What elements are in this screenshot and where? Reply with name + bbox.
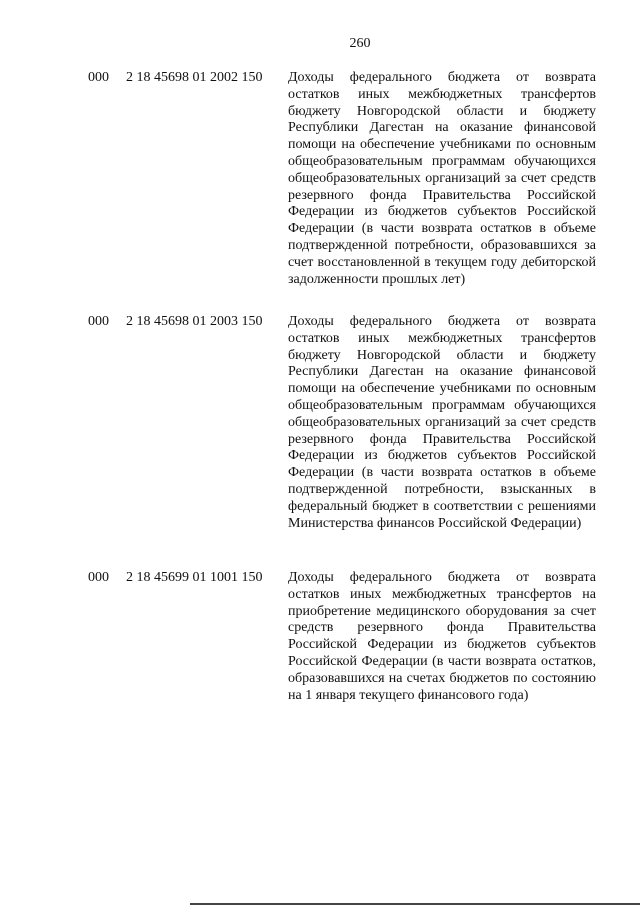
page-number: 260	[349, 36, 371, 51]
admin-code: 000	[88, 314, 109, 329]
revenue-description: Доходы федерального бюджета от возврата остатков иных межбюджетных трансфертов бюджету Новгородской области и бюджету Республики Дагестан на оказание финансовой помощи на обеспечение учебниками по основным общеобразовательным программам обучающихся общеобразовательных организаций за счет средств резервного фонда Правительства Российской Федерации из бюджетов субъектов Российской Федерации (в части возврата остатков в объеме подтвержденной потребности, взысканных в федеральный бюджет в соответствии с решениями Министерства финансов Российской Федерации)	[288, 314, 596, 531]
revenue-description: Доходы федерального бюджета от возврата остатков иных межбюджетных трансфертов бюджету Новгородской области и бюджету Республики Дагестан на оказание финансовой помощи на обеспечение учебниками по основным общеобразовательным программам обучающихся общеобразовательных организаций за счет средств резервного фонда Правительства Российской Федерации из бюджетов субъектов Российской Федерации (в части возврата остатков в объеме подтвержденной потребности, образовавшихся за счет восстановленной в текущем году дебиторской задолженности прошлых лет)	[288, 70, 596, 287]
budget-classification-code: 2 18 45698 01 2002 150	[126, 70, 263, 85]
revenue-description: Доходы федерального бюджета от возврата остатков иных межбюджетных трансфертов на приобретение медицинского оборудования за счет средств резервного фонда Правительства Российской Федерации из бюджетов субъектов Российской Федерации (в части возврата остатков, образовавшихся на счетах бюджетов по состоянию на 1 января текущего финансового года)	[288, 570, 596, 703]
budget-classification-code: 2 18 45698 01 2003 150	[126, 314, 263, 329]
admin-code: 000	[88, 70, 109, 85]
budget-classification-code: 2 18 45699 01 1001 150	[126, 570, 263, 585]
admin-code: 000	[88, 570, 109, 585]
